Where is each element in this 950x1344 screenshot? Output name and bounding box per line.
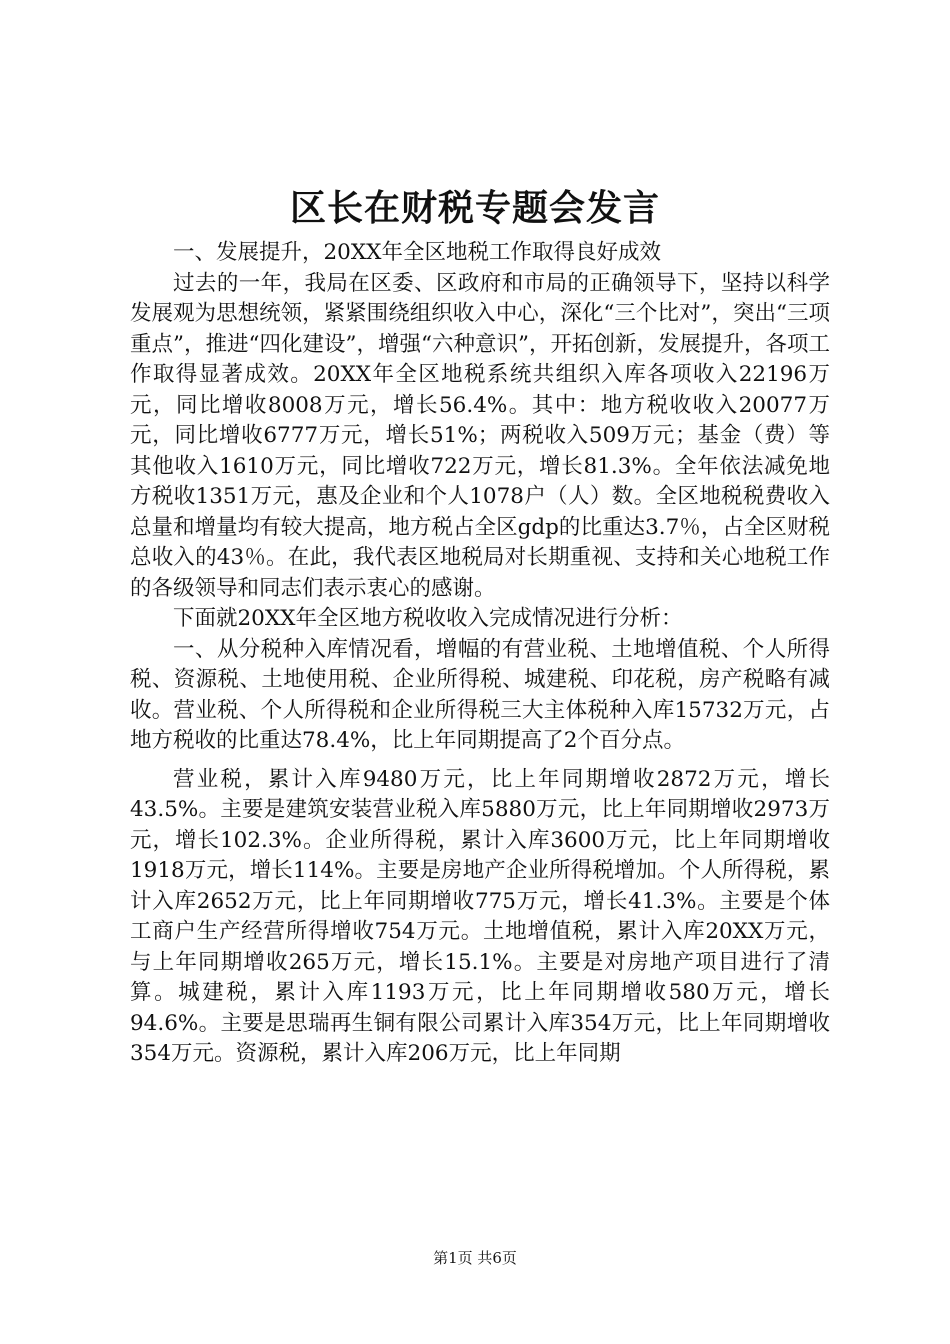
body-paragraph: 一、从分税种入库情况看，增幅的有营业税、土地增值税、个人所得税、资源税、土地使用税、企业所得税、城建税、印花税，房产税略有减收。营业税、个人所得税和企业所得税三大主体税种入库15732万元，占地方税收的比重达78.4%，比上年同期提高了2个百分点。 [130,636,830,753]
body-paragraph: 下面就20XX年全区地方税收收入完成情况进行分析： [173,606,683,631]
body-paragraph: 过去的一年，我局在区委、区政府和市局的正确领导下，坚持以科学发展观为思想统领，紧紧围绕组织收入中心，深化“三个比对”，突出“三项重点”，推进“四化建设”，增强“六种意识”，开拓创新，发展提升，各项工作取得显著成效。20XX年全区地税系统共组织入库各项收入22196万元，同比增收8008万元，增长56.4%。其中：地方税收收入20077万元，同比增收6777万元，增长51%；两税收入509万元；基金（费）等其他收入1610万元，同比增收722万元，增长81.3%。全年依法减免地方税收1351万元，惠及企业和个人1078户（人）数。全区地税税费收入总量和增量均有较大提高，地方税占全区gdp的比重达3.7％，占全区财税总收入的43％。在此，我代表区地税局对长期重视、支持和关心地税工作的各级领导和同志们表示衷心的感谢。 [130,270,830,601]
section-heading: 一、发展提升，20XX年全区地税工作取得良好成效 [173,240,661,265]
document-title: 区长在财税专题会发言 [289,187,660,229]
document-body [130,238,830,1070]
page-footer: 第1页 共6页 [433,1249,517,1267]
body-paragraph: 营业税，累计入库9480万元，比上年同期增收2872万元，增长43.5%。主要是建筑安装营业税入库5880万元，比上年同期增收2973万元，增长102.3%。企业所得税，累计入库3600万元，比上年同期增收1918万元，增长114%。主要是房地产企业所得税增加。个人所得税，累计入库2652万元，比上年同期增收775万元，增长41.3%。主要是个体工商户生产经营所得增收754万元。土地增值税，累计入库20XX万元，与上年同期增收265万元，增长15.1%。主要是对房地产项目进行了清算。城建税，累计入库1193万元，比上年同期增收580万元，增长94.6%。主要是思瑞再生铜有限公司累计入库354万元，比上年同期增收354万元。资源税，累计入库206万元，比上年同期 [130,766,830,1066]
